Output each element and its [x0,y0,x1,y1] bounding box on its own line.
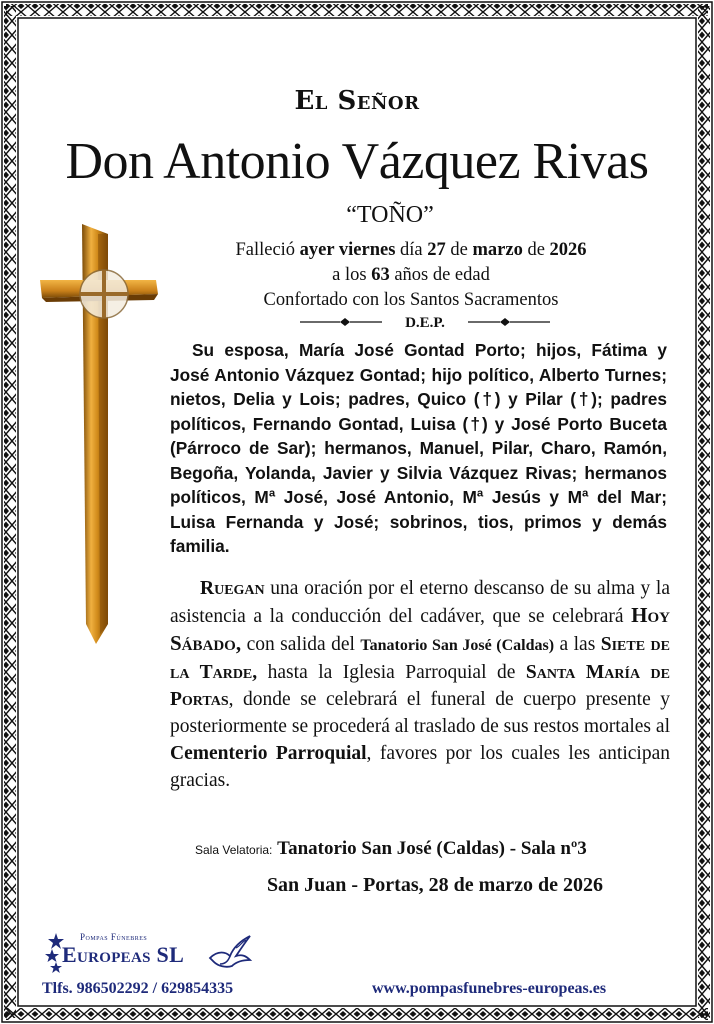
dove-icon [206,932,254,972]
phone-numbers: Tlfs. 986502292 / 629854335 [42,980,234,997]
company-logo [44,928,264,978]
velatorio-value: Tanatorio San José (Caldas) - Sala nº3 [277,838,587,859]
death-date-line: Falleció ayer viernes día 27 de marzo de 2026 [235,240,587,260]
place-date-line: San Juan - Portas, 28 de marzo de 2026 [266,874,604,896]
family-list: Su esposa, María José Gontad Porto; hijos, Fátima y José Antonio Vázquez Gontad; hijo político, Alberto Turnes; nietos, Delia y Lois; padres, Quico (†) y Pilar (†); padres políticos, Fernando Gontad, Luisa (†) y José Porto Buceta (Párroco de Sar); hermanos, Manuel, Pilar, Charo, Ramón, Begoña, Yolanda, Javier y Silvia Vázquez Rivas; hermanos políticos, Mª José, José Antonio, Mª Jesús y Mª del Mar; Luisa Fernanda y José; sobrinos, tios, primos y demás familia. [170,340,667,556]
title-el-senor: El Señor [294,86,420,116]
logo-tagline: Pompas Fúnebres [80,932,148,942]
age-line: a los 63 años de edad [332,265,490,285]
velatorio-label: Sala Velatoria: [195,843,273,857]
website-link[interactable]: www.pompasfunebres-europeas.es [372,980,607,997]
cross-icon [38,224,160,650]
dep-divider [300,313,550,337]
sacraments-line: Confortado con los Santos Sacramentos [263,290,559,310]
deceased-name: Don Antonio Vázquez Rivas [65,133,649,190]
ruegan-paragraph: Ruegan una oración por el eterno descanso de su alma y la asistencia a la conducción del cadáver, que se celebrará Hoy Sábado, con salida del Tanatorio San José (Caldas) a las Siete de la Tarde, hasta la Iglesia Parroquial de Santa María de Portas, donde se celebrará el funeral de cuerpo presente y posteriormente se procederá al traslado de sus restos mortales al Cementerio Parroquial, favores por los cuales les anticipan gracias. [170,578,671,791]
dep-label: D.E.P. [405,315,445,331]
logo-name: Europeas SL [62,942,185,967]
velatorio-line [195,838,675,860]
nickname: “TOÑO” [346,202,434,228]
